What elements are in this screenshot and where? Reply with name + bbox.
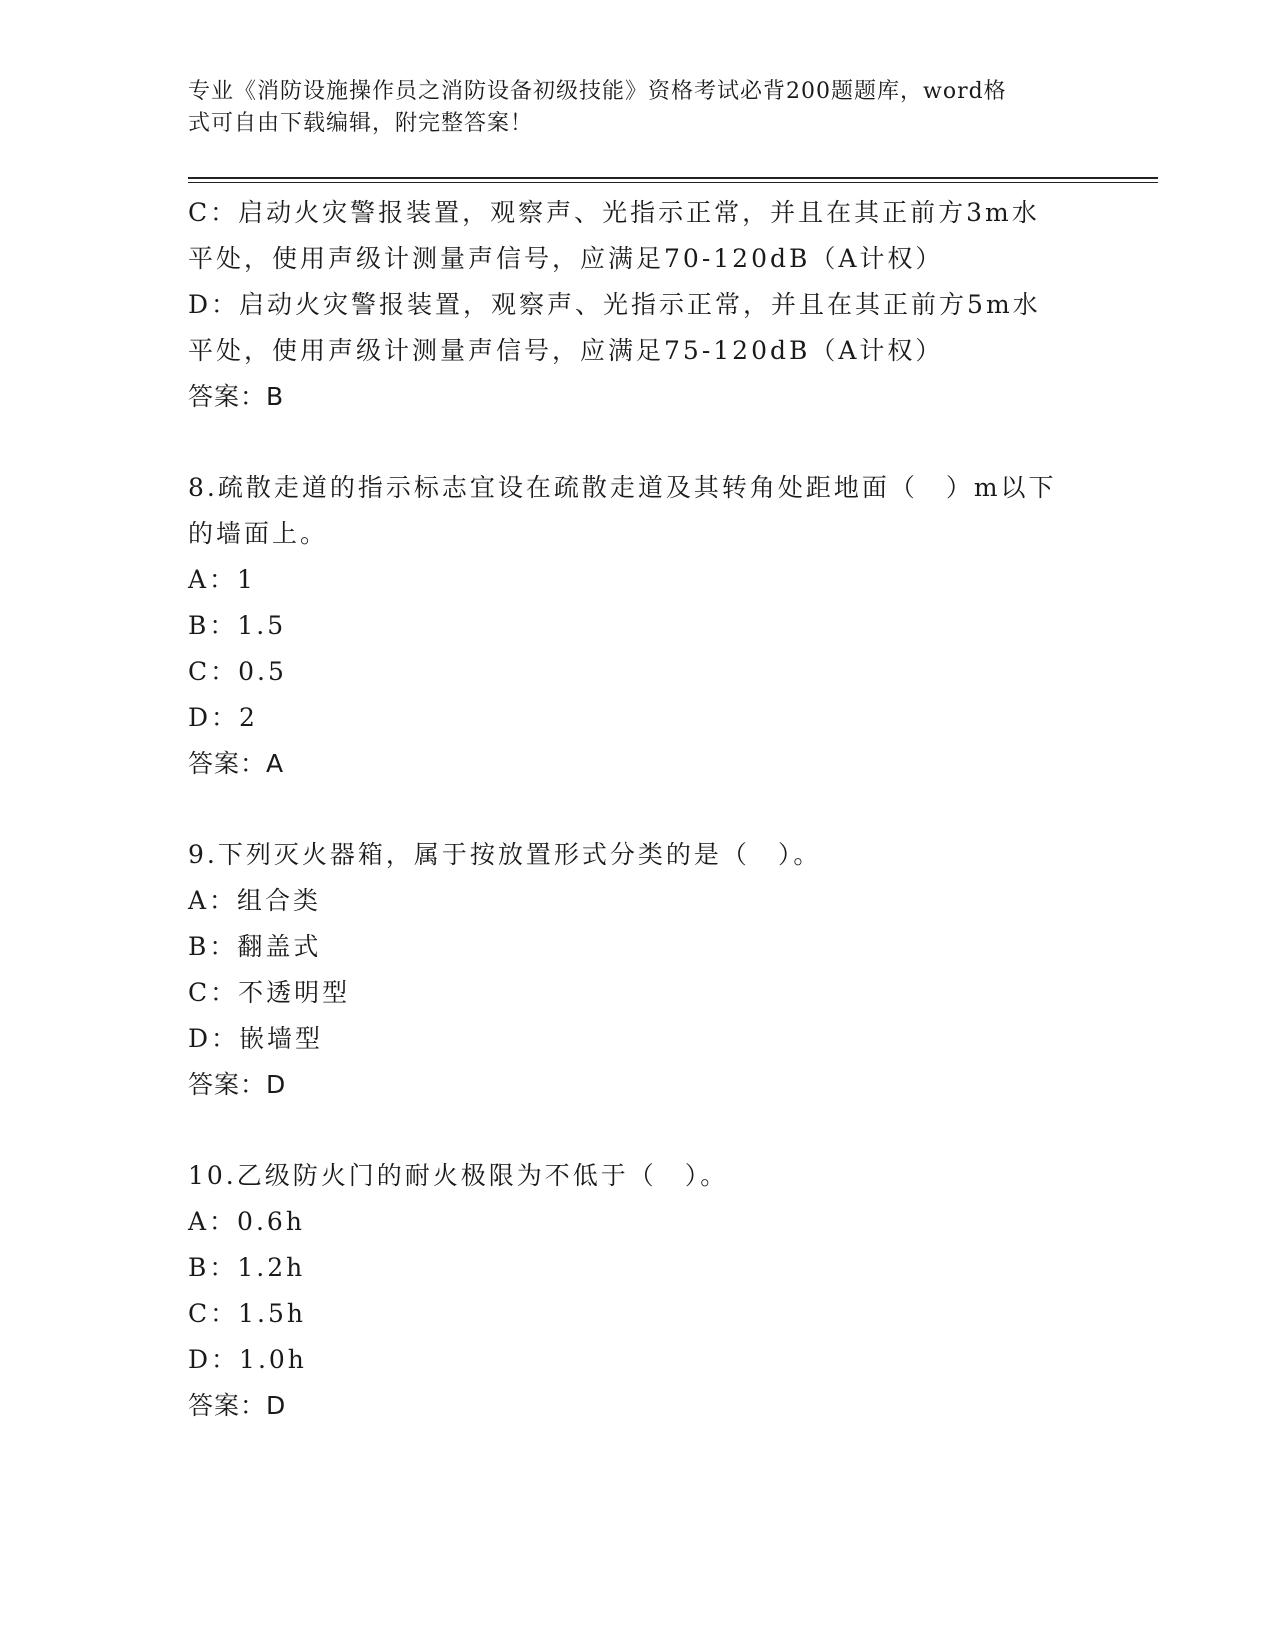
header-line-1: 专业《消防设施操作员之消防设备初级技能》资格考试必背200题题库，word格	[188, 79, 1007, 104]
option-a: A：1	[188, 565, 256, 594]
option-a: A：0.6h	[188, 1207, 305, 1236]
option-d: D：嵌墙型	[188, 1024, 324, 1053]
question-8	[188, 465, 1148, 787]
header-divider-thin	[188, 182, 1158, 183]
option-c-line-2: 平处，使用声级计测量声信号，应满足70-120dB（A计权）	[188, 244, 944, 273]
header-line-2: 式可自由下载编辑，附完整答案！	[188, 111, 534, 136]
option-c: C：1.5h	[188, 1299, 306, 1328]
header-divider-thick	[188, 177, 1158, 179]
option-d-line-2: 平处，使用声级计测量声信号，应满足75-120dB（A计权）	[188, 336, 944, 365]
question-gap	[188, 1108, 1148, 1153]
answer-line: 答案：A	[188, 749, 285, 778]
document-header	[188, 76, 1088, 140]
option-b: B：1.5	[188, 611, 287, 640]
option-c: C：0.5	[188, 657, 287, 686]
question-list	[188, 190, 1148, 1429]
option-b: B：1.2h	[188, 1253, 306, 1282]
answer-line: 答案：D	[188, 1391, 287, 1420]
question-10	[188, 1153, 1148, 1429]
option-d: D：1.0h	[188, 1345, 307, 1374]
answer-line: 答案：B	[188, 382, 285, 411]
option-a: A：组合类	[188, 886, 322, 915]
question-7-continued	[188, 190, 1148, 420]
question-9	[188, 832, 1148, 1108]
question-stem: 9.下列灭火器箱，属于按放置形式分类的是（ ）。	[188, 840, 822, 869]
option-d: D：2	[188, 703, 258, 732]
question-stem-line-1: 8.疏散走道的指示标志宜设在疏散走道及其转角处距地面（ ）m以下	[188, 473, 1057, 502]
option-d-line-1: D：启动火灾警报装置，观察声、光指示正常，并且在其正前方5m水	[188, 290, 1041, 319]
question-stem-line-2: 的墙面上。	[188, 519, 329, 548]
option-c-line-1: C：启动火灾警报装置，观察声、光指示正常，并且在其正前方3m水	[188, 198, 1040, 227]
option-c: C：不透明型	[188, 978, 351, 1007]
answer-line: 答案：D	[188, 1070, 287, 1099]
option-b: B：翻盖式	[188, 932, 322, 961]
question-stem: 10.乙级防火门的耐火极限为不低于（ ）。	[188, 1161, 729, 1190]
question-gap	[188, 420, 1148, 465]
question-gap	[188, 787, 1148, 832]
